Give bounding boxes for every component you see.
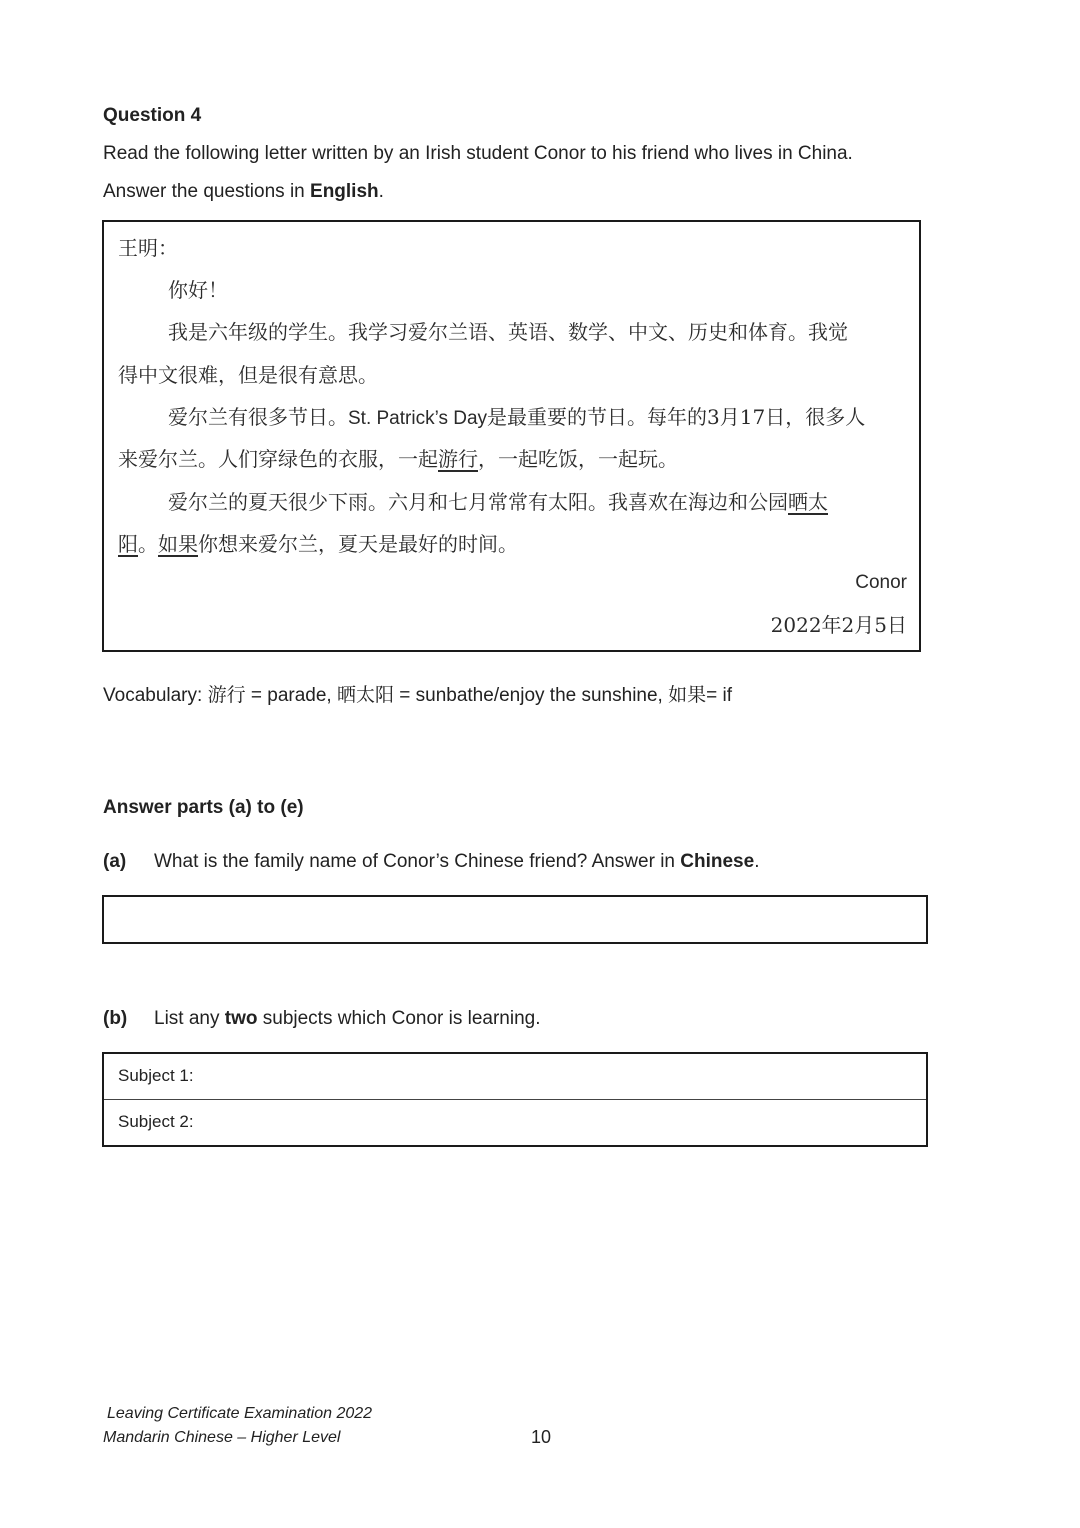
parts-title: Answer parts (a) to (e) [103,797,304,818]
intro-line-2-prefix: Answer the questions in [103,181,311,202]
letter-box [102,220,921,652]
letter-p3-line2-underlined-1: 阳 [118,532,138,556]
letter-p1-line2: 得中文很难，但是很有意思。 [118,363,378,387]
subject-1-label: Subject 1: [118,1066,194,1085]
part-a-bold: Chinese [680,851,755,872]
vocabulary-line [103,680,732,707]
letter-p3-line1 [168,486,828,515]
part-a-suffix: . [754,851,760,872]
letter-p2-line2-b: ，一起吃饭，一起玩。 [478,447,678,471]
letter-p2-line2-underlined: 游行 [438,447,478,471]
letter-p3-line2-b: 你想来爱尔兰，夏天是最好的时间。 [198,532,518,556]
letter-p2-line1-en: St. Patrick’s Day [348,408,488,429]
subject-1-row[interactable] [104,1054,926,1100]
letter-p3-line1-a: 爱尔兰的夏天很少下雨。六月和七月常常有太阳。我喜欢在海边和公园 [168,490,788,514]
vocab-def-3: = if [706,685,732,706]
letter-signature: Conor [855,572,907,593]
footer-subject: Mandarin Chinese – Higher Level [103,1429,341,1446]
vocab-def-1: = parade, [245,685,337,706]
letter-p3-line2 [118,528,518,557]
vocabulary-label: Vocabulary: [103,685,208,706]
part-a-answer-box[interactable] [102,895,928,944]
vocab-word-1: 游行 [207,684,246,706]
vocab-def-2: = sunbathe/enjoy the sunshine, [393,685,669,706]
part-b-question [154,1008,541,1030]
letter-p3-line2-underlined-2: 如果 [158,532,198,556]
letter-p2-line1-b: 是最重要的节日。每年的3月17日，很多人 [487,405,866,429]
part-b-prefix: List any [154,1008,225,1029]
part-b-answer-table [102,1052,928,1147]
letter-p1-line1: 我是六年级的学生。我学习爱尔兰语、英语、数学、中文、历史和体育。我觉 [168,320,848,344]
part-b-label: (b) [103,1008,128,1029]
letter-p3-line1-underlined: 晒太 [788,490,828,514]
intro-line-2-suffix: . [378,181,384,202]
page-number: 10 [531,1427,552,1447]
letter-p2-line2-a: 来爱尔兰。人们穿绿色的衣服，一起 [118,447,438,471]
part-a-question [154,851,759,873]
letter-salutation: 王明： [118,236,178,260]
part-a-text: What is the family name of Conor’s Chinese friend? Answer in [154,851,681,872]
footer-exam-name: Leaving Certificate Examination 2022 [107,1405,373,1422]
letter-p2-line1 [168,401,865,430]
subject-2-label: Subject 2: [118,1112,194,1131]
subject-2-row[interactable] [104,1100,926,1146]
vocab-word-2: 晒太阳 [336,684,394,706]
letter-p2-line1-a: 爱尔兰有很多节日。 [168,405,348,429]
intro-line-2-bold: English [310,181,379,202]
letter-date: 2022年2月5日 [770,613,907,637]
letter-greeting: 你好！ [168,278,228,302]
intro-line-1: Read the following letter written by an Irish student Conor to his friend who lives in China. [103,143,853,164]
intro-line-2 [103,181,384,203]
letter-p2-line2 [118,443,678,472]
vocab-word-3: 如果 [668,684,707,706]
letter-p3-line2-a: 。 [138,532,158,556]
question-title: Question 4 [103,105,202,126]
part-a-label: (a) [103,851,127,872]
part-b-bold: two [224,1008,258,1029]
part-b-suffix: subjects which Conor is learning. [257,1008,541,1029]
